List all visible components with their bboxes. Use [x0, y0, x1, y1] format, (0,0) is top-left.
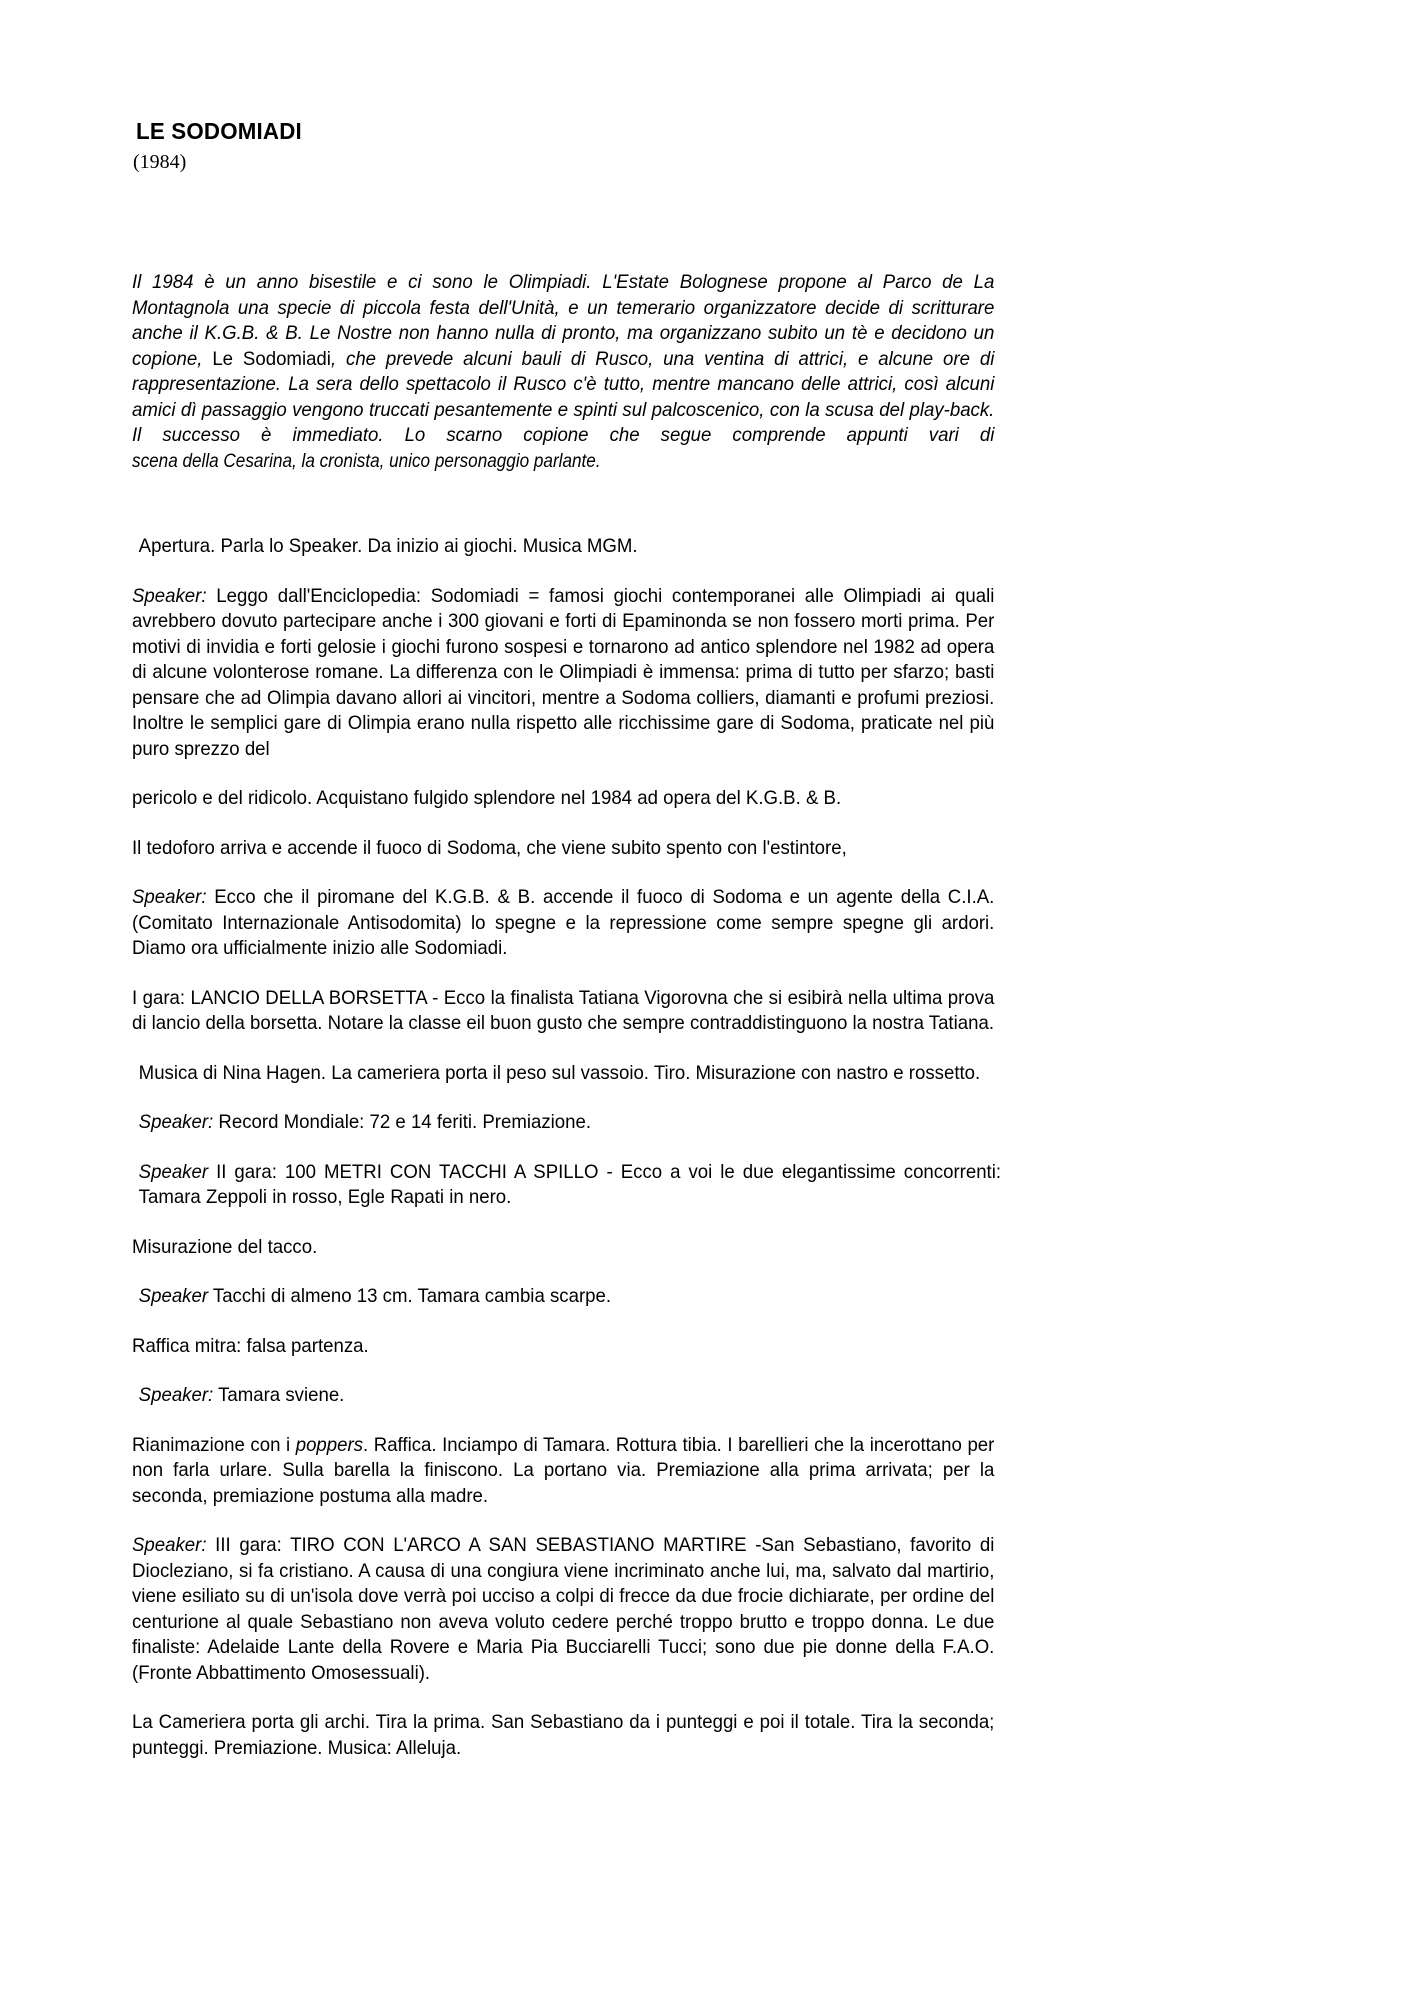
paragraph-raffica-mitra — [132, 1334, 994, 1360]
document-year: (1984) — [133, 151, 187, 174]
emphasis-text: Speaker — [138, 1160, 209, 1183]
paragraph-gara-2 — [132, 1160, 1001, 1211]
intro-work-title: Le Sodomiadi — [212, 347, 331, 370]
paragraph-gara-1 — [132, 986, 994, 1037]
paragraph-pericolo — [132, 786, 994, 812]
paragraph-text: Ecco che il piromane del K.G.B. & B. accende il fuoco di Sodoma e un agente della C.I.A. (Comitato Internazionale Antisodomita) lo spegne e la repressione come sempre spegne gli ardori. Diamo ora ufficialmente inizio alle Sodomiadi. — [132, 886, 995, 960]
paragraph-text: III gara: TIRO CON L'ARCO A SAN SEBASTIANO MARTIRE -San Sebastiano, favorito di Diocleziano, si fa cristiano. A causa di una congiura viene incriminato anche lui, ma, salvato dal martirio, viene esiliato su di un'isola dove verrà poi ucciso a colpi di frecce da due frocie dichiarate, per ordine del centurione al quale Sebastiano non aveva voluto cedere perché troppo brutto e troppo donna. Le due finaliste: Adelaide Lante della Rovere e Maria Pia Bucciarelli Tucci; sono due pie donne della F.A.O. (Fronte Abbattimento Omosessuali). — [132, 1534, 995, 1684]
paragraph-text: Record Mondiale: 72 e 14 feriti. Premiazione. — [213, 1111, 592, 1134]
paragraph-text: pericolo e del ridicolo. Acquistano fulgido splendore nel 1984 ad opera del K.G.B. & B. — [132, 787, 842, 810]
paragraph-apertura — [132, 534, 1001, 560]
emphasis-text: Speaker: — [138, 1111, 214, 1134]
paragraph-speaker-sviene — [132, 1383, 1001, 1409]
paragraph-speaker-enciclopedia — [132, 584, 994, 763]
paragraph-text: II gara: 100 METRI CON TACCHI A SPILLO - Ecco a voi le due elegantissime concorrenti: Tamara Zeppoli in rosso, Egle Rapati in nero. — [138, 1160, 1002, 1209]
intro-text-part-2: , che prevede alcuni bauli di Rusco, una ventina di attrici, e alcune ore di rappresentazione. La sera dello spettacolo il Rusco c'è tutto, mentre mancano delle attrici, così alcuni amici dì passaggio vengono truccati pesantemente e spinti sul palcoscenico, con la scusa del play-back. Il successo è immediato. Lo scarno copione che segue comprende appunti vari di — [132, 347, 995, 447]
paragraph-text: Il tedoforo arriva e accende il fuoco di Sodoma, che viene subito spento con l'estintore, — [132, 836, 847, 859]
paragraph-text: Rianimazione con i — [132, 1433, 296, 1456]
paragraph-text: I gara: LANCIO DELLA BORSETTA - Ecco la finalista Tatiana Vigorovna che si esibirà nella ultima prova di lancio della borsetta. Notare la classe eil buon gusto che sempre contraddistinguono la nostra Tatiana. — [132, 986, 995, 1035]
intro-text-tail: scena della Cesarina, la cronista, unico personaggio parlante. — [132, 449, 601, 472]
emphasis-text: Speaker: — [138, 1384, 214, 1407]
emphasis-text: Speaker: — [132, 886, 207, 909]
paragraph-text: Apertura. Parla lo Speaker. Da inizio ai giochi. Musica MGM. — [138, 535, 638, 558]
emphasis-text: Speaker: — [132, 1534, 207, 1557]
paragraph-misurazione-tacco — [132, 1235, 994, 1261]
emphasis-text: Speaker — [138, 1285, 209, 1308]
paragraph-text: Leggo dall'Enciclopedia: Sodomiadi = famosi giochi contemporanei alle Olimpiadi ai quali avrebbero dovuto partecipare anche i 300 giovani e forti di Epaminonda se non fossero morti prima. Per motivi di invidia e forti gelosie i giochi furono sospesi e tornarono ad antico splendore nel 1982 ad opera di alcune volonterose romane. La differenza con le Olimpiadi è immensa: prima di tutto per sfarzo; basti pensare che ad Olimpia davano allori ai vincitori, mentre a Sodoma colliers, diamanti e profumi preziosi. Inoltre le semplici gare di Olimpia erano nulla rispetto alle ricchissime gare di Sodoma, praticate nel più puro sprezzo del — [132, 584, 995, 760]
paragraph-speaker-piromane — [132, 885, 994, 962]
paragraph-rianimazione — [132, 1433, 994, 1510]
paragraph-tedoforo — [132, 836, 994, 862]
paragraph-text: Misurazione del tacco. — [132, 1235, 318, 1258]
script-body — [132, 534, 1002, 1761]
paragraph-musica-nina-hagen — [132, 1061, 1001, 1087]
paragraph-cameriera-archi — [132, 1710, 994, 1761]
emphasis-text: poppers — [295, 1433, 364, 1456]
intro-paragraph — [132, 270, 994, 474]
emphasis-text: Speaker: — [132, 584, 207, 607]
paragraph-text: La Cameriera porta gli archi. Tira la prima. San Sebastiano da i punteggi e poi il totale. Tira la seconda; punteggi. Premiazione. Musica: Alleluja. — [132, 1711, 995, 1759]
paragraph-gara-3 — [132, 1533, 994, 1686]
intro-text-part-1: Il 1984 è un anno bisestile e ci sono le Olimpiadi. L'Estate Bolognese propone al Parco de La Montagnola una specie di piccola festa dell'Unità, e un temerario organizzatore decide di scritturare anche il K.G.B. & B. Le Nostre non hanno nulla di pronto, ma organizzano subito un tè e decidono un copione, — [132, 271, 995, 370]
paragraph-text: Tacchi di almeno 13 cm. Tamara cambia scarpe. — [208, 1285, 612, 1308]
paragraph-text: Tamara sviene. — [213, 1384, 345, 1407]
paragraph-speaker-tacchi — [132, 1284, 1001, 1310]
paragraph-text: Raffica mitra: falsa partenza. — [132, 1334, 369, 1357]
page-title: LE SODOMIADI — [136, 118, 302, 144]
paragraph-text: . Raffica. Inciampo di Tamara. Rottura tibia. I barellieri che la incerottano per non farla urlare. Sulla barella la finiscono. La portano via. Premiazione alla prima arrivata; per la seconda, premiazione postuma alla madre. — [132, 1433, 995, 1507]
page-content — [132, 118, 1002, 1785]
paragraph-text: Musica di Nina Hagen. La cameriera porta il peso sul vassoio. Tiro. Misurazione con nastro e rossetto. — [138, 1061, 981, 1084]
paragraph-speaker-record — [132, 1110, 1001, 1136]
